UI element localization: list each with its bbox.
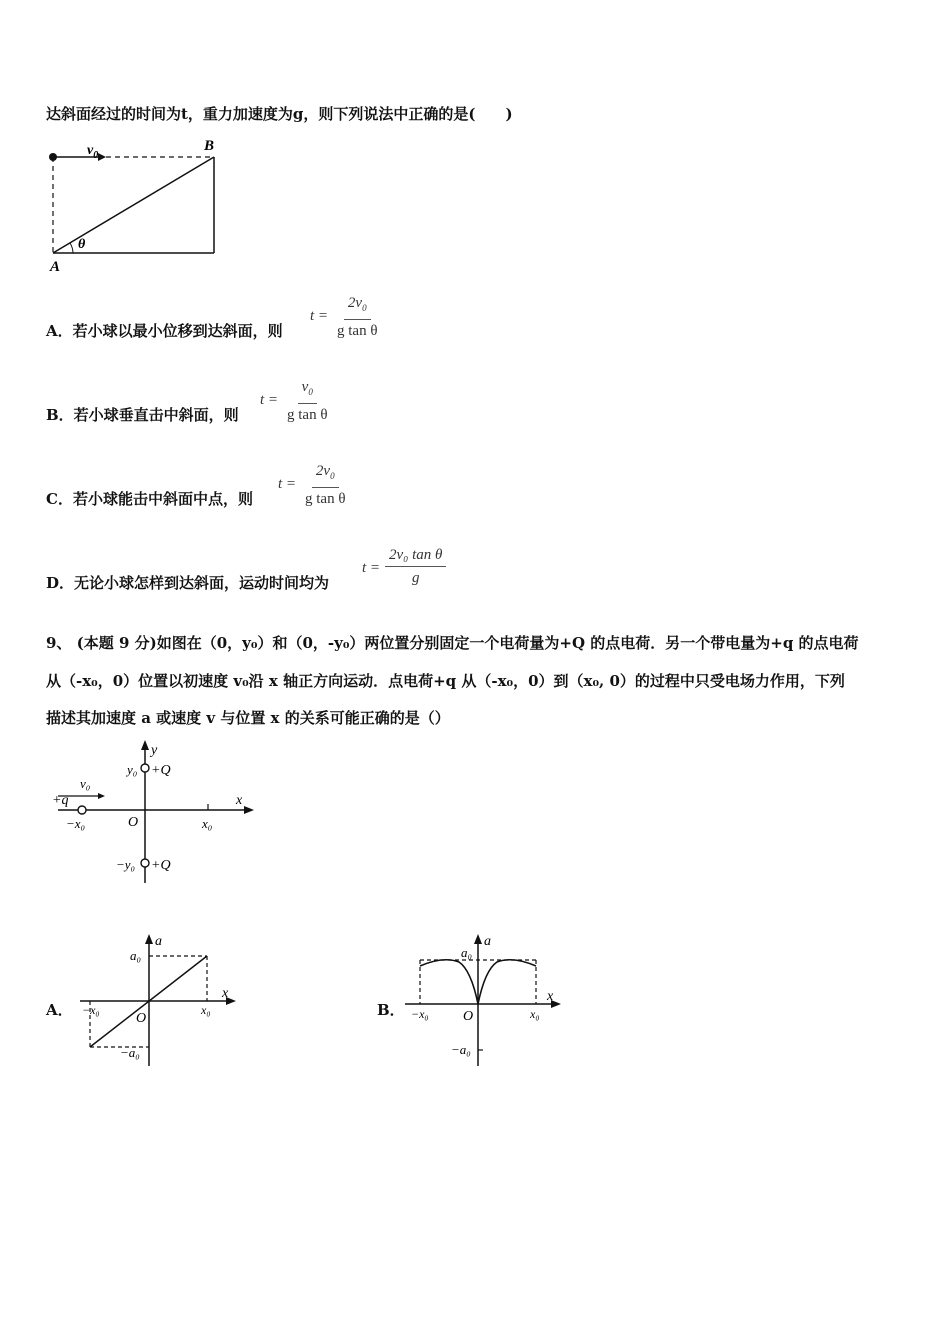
- option-b-lhs: t =: [260, 392, 279, 408]
- neg-x0-label: −x₀: [82, 1003, 100, 1017]
- option-a-fraction: [333, 292, 382, 342]
- x-axis-label: x: [222, 986, 229, 1001]
- neg-a0-label: −a₀: [451, 1042, 471, 1057]
- a-axis-label: a: [155, 934, 162, 949]
- plus-q-bottom-label: +Q: [151, 858, 171, 873]
- charge-bottom-circle: [141, 859, 149, 867]
- a-axis-arrowhead: [474, 934, 482, 944]
- origin-label: O: [463, 1009, 474, 1024]
- option-c-numerator: 2v: [315, 463, 331, 479]
- option-d-lhs: t =: [362, 560, 381, 576]
- option-b-denominator: g tan θ: [287, 407, 328, 423]
- charge-top-circle: [141, 764, 149, 772]
- theta-label: θ: [78, 237, 86, 252]
- plus-q-top-label: +Q: [151, 763, 171, 778]
- option-d-numerator: 2v₀ tan θ: [385, 544, 446, 567]
- x0-label: x₀: [530, 1007, 540, 1021]
- neg-x0-label: −x₀: [411, 1007, 429, 1021]
- a0-label: a₀: [130, 948, 142, 963]
- v0-fig2-label: v₀: [80, 776, 91, 791]
- v0-label: $v_0$: [87, 143, 99, 161]
- option-d-denominator: g: [411, 570, 420, 586]
- option-b-text: B．若小球垂直击中斜面，则: [46, 406, 239, 424]
- x0-label: x₀: [202, 816, 213, 831]
- option-b-graph: [403, 930, 573, 1070]
- a-axis-label: a: [484, 934, 491, 949]
- option-d-fraction: [385, 544, 446, 589]
- option-c-numerator-sub: 0: [330, 471, 335, 481]
- charges-figure: [48, 738, 258, 888]
- option-a-numerator: 2v: [347, 295, 363, 311]
- y-axis-arrowhead: [141, 740, 149, 750]
- option-a-numerator-sub: 0: [362, 303, 367, 313]
- y-axis-label: y: [151, 743, 158, 758]
- y0-label: y₀: [127, 762, 138, 777]
- q9-option-b-label: B．: [377, 1001, 405, 1019]
- point-b-label: B: [204, 138, 215, 154]
- option-b-numerator: v: [301, 379, 309, 395]
- plus-q-test-label: +q: [52, 793, 69, 808]
- point-a-label: A: [50, 259, 61, 275]
- incline-figure: [40, 130, 240, 280]
- option-a-text: A．若小球以最小位移到达斜面，则: [46, 322, 283, 340]
- x-axis-label: x: [547, 989, 554, 1004]
- q9-option-a-label: A．: [46, 1001, 73, 1019]
- v0-arrowhead: [98, 793, 105, 799]
- neg-y0-label: −y₀: [116, 857, 136, 872]
- option-a-graph: [80, 930, 250, 1070]
- question-intro-line: 达斜面经过的时间为t，重力加速度为g，则下列说法中正确的是( ): [46, 105, 513, 123]
- q9-line-2: 从（-x₀，0）位置以初速度 v₀沿 x 轴正方向运动．点电荷+q 从（-x₀，0）到（x₀, 0）的过程中只受电场力作用，下列: [46, 672, 845, 690]
- velocity-arrowhead: [98, 153, 106, 161]
- test-charge-circle: [78, 806, 86, 814]
- origin-label: O: [136, 1011, 147, 1026]
- option-c-fraction: [301, 460, 350, 510]
- a0-label: a₀: [461, 945, 473, 960]
- x-axis-label: x: [236, 793, 243, 808]
- option-a-lhs: t =: [310, 308, 329, 324]
- neg-x0-label: −x₀: [66, 816, 86, 831]
- option-b-numerator-sub: 0: [308, 387, 313, 397]
- origin-label: O: [128, 815, 139, 830]
- q9-line-1: 9、 (本题 9 分)如图在（0，y₀）和（0，-y₀）两位置分别固定一个电荷量为+Q 的点电荷．另一个带电量为+q 的点电荷: [46, 634, 859, 652]
- x0-label: x₀: [201, 1003, 211, 1017]
- x-axis-arrowhead: [244, 806, 254, 814]
- option-c-text: C．若小球能击中斜面中点，则: [46, 490, 253, 508]
- a-axis-arrowhead: [145, 934, 153, 944]
- option-c-lhs: t =: [278, 476, 297, 492]
- option-a-denominator: g tan θ: [337, 323, 378, 339]
- theta-arc: [70, 243, 73, 253]
- option-c-denominator: g tan θ: [305, 491, 346, 507]
- option-d-text: D．无论小球怎样到达斜面，运动时间均为: [46, 574, 330, 592]
- neg-a0-label: −a₀: [120, 1045, 140, 1060]
- q9-line-3: 描述其加速度 a 或速度 v 与位置 x 的关系可能正确的是（）: [46, 709, 450, 727]
- option-b-fraction: [283, 376, 332, 426]
